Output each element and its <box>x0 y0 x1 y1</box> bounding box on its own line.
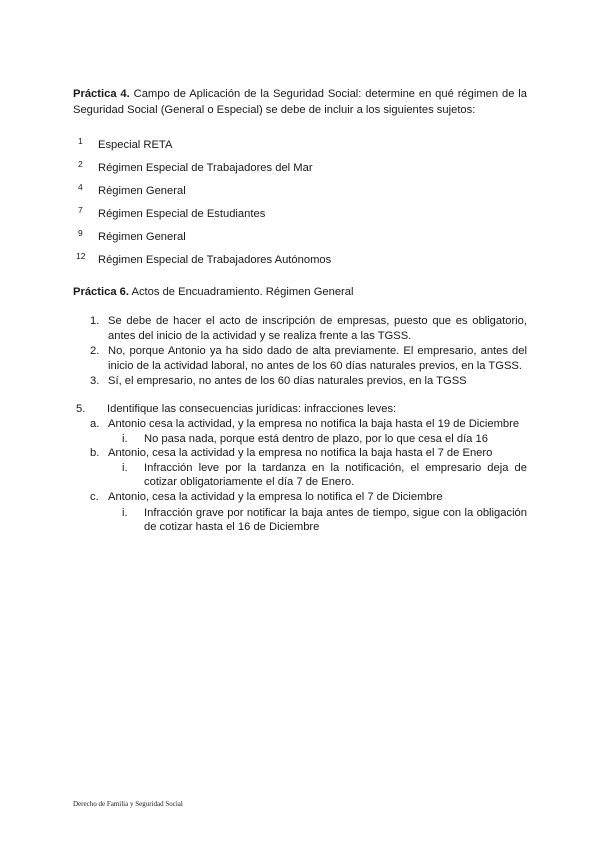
caso-letter: c. <box>90 491 99 503</box>
sujeto-text: Régimen Especial de Trabajadores del Mar <box>98 162 313 174</box>
consecuencia-number: i. <box>122 433 128 445</box>
sujeto-number: 2 <box>78 159 83 169</box>
practica-6-heading <box>73 286 354 298</box>
page-footer: Derecho de Familia y Seguridad Social <box>73 800 183 808</box>
sujeto-text: Régimen Especial de Estudiantes <box>98 208 266 220</box>
respuesta-text: No, porque Antonio ya ha sido dado de alta previamente. El empresario, antes del inicio de la actividad laboral, no antes de los 60 días naturales previos, en la TGSS. <box>108 345 527 372</box>
consecuencia-text: Infracción leve por la tardanza en la notificación, el empresario deja de cotizar obligatoriamente el día 7 de Enero. <box>144 462 527 488</box>
practica-4-paragraph <box>73 86 527 118</box>
caso-text: Antonio cesa la actividad, y la empresa no notifica la baja hasta el 19 de Diciembre <box>108 418 520 430</box>
sujeto-number: 12 <box>76 251 86 261</box>
sujeto-number: 7 <box>78 205 83 215</box>
section-5-heading <box>76 403 397 415</box>
sujeto-text: Régimen Especial de Trabajadores Autónomos <box>98 254 332 266</box>
section-5-number: 5. <box>76 403 86 415</box>
consecuencia-number: i. <box>122 507 128 519</box>
consecuencia-text: Infracción grave por notificar la baja antes de tiempo, sigue con la obligación de cotizar hasta el 16 de Diciembre <box>144 507 527 533</box>
caso-text: Antonio, cesa la actividad y la empresa lo notifica el 7 de Diciembre <box>108 491 443 503</box>
consecuencia-number: i. <box>122 462 128 474</box>
respuesta-number: 1. <box>90 315 100 327</box>
practica-4-label: Práctica 4. <box>73 88 130 100</box>
caso-letter: b. <box>90 447 100 459</box>
respuesta-number: 3. <box>90 375 100 387</box>
sujeto-text: Régimen General <box>98 231 186 243</box>
sujeto-number: 9 <box>78 228 83 238</box>
sujeto-text: Especial RETA <box>98 139 173 151</box>
consecuencia-text: No pasa nada, porque está dentro de plazo, por lo que cesa el día 16 <box>144 433 488 445</box>
respuesta-text: Sí, el empresario, no antes de los 60 días naturales previos, en la TGSS <box>108 375 467 387</box>
caso-letter: a. <box>90 418 100 430</box>
section-5-title: Identifique las consecuencias jurídicas: infracciones leves: <box>107 403 397 415</box>
practica-4-text: Campo de Aplicación de la Seguridad Social: determine en qué régimen de la Seguridad Social (General o Especial) se debe de incluir a los siguientes sujetos: <box>73 88 527 116</box>
respuesta-number: 2. <box>90 345 100 357</box>
respuesta-text: Se debe de hacer el acto de inscripción de empresas, puesto que es obligatorio, antes del inicio de la actividad y se realiza frente a las TGSS. <box>108 315 527 342</box>
sujeto-number: 4 <box>78 182 83 192</box>
sujeto-text: Régimen General <box>98 185 186 197</box>
sujeto-number: 1 <box>78 136 83 146</box>
caso-item <box>90 447 493 459</box>
caso-item <box>90 491 443 503</box>
caso-item <box>90 418 520 430</box>
caso-text: Antonio, cesa la actividad y la empresa no notifica la baja hasta el 7 de Enero <box>108 447 493 459</box>
practica-6-text: Actos de Encuadramiento. Régimen General <box>131 286 354 298</box>
practica-6-label: Práctica 6. <box>73 286 129 298</box>
